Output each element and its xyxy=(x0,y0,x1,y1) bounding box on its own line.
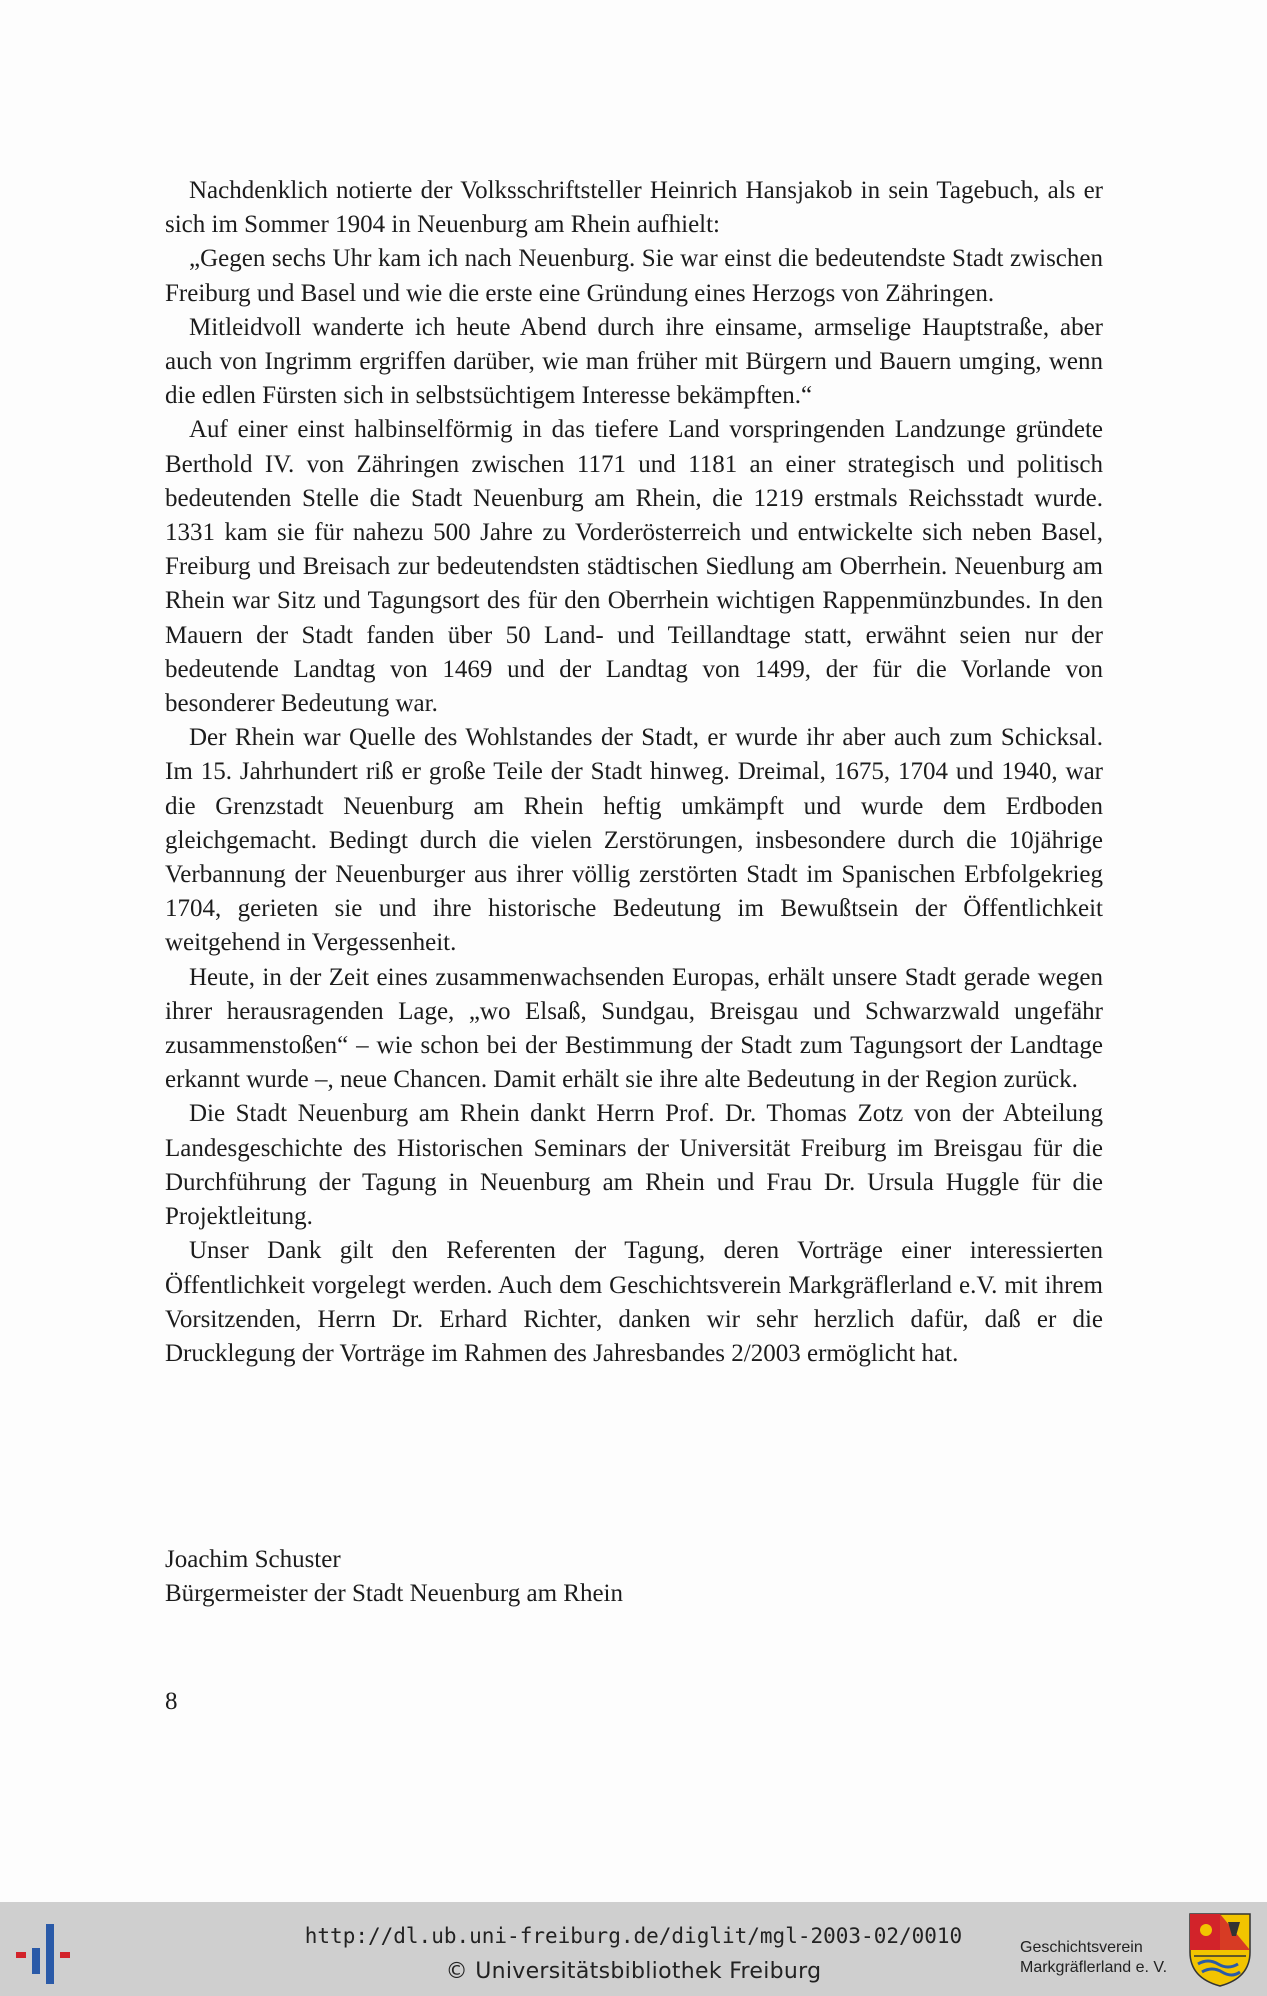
society-name-line1: Geschichtsverein xyxy=(1020,1939,1143,1956)
source-url-link[interactable]: http://dl.ub.uni-freiburg.de/diglit/mgl-2003-02/0010 xyxy=(304,1924,963,1948)
paragraph: Der Rhein war Quelle des Wohlstandes der Stadt, er wurde ihr aber auch zum Schicksal. Im 15. Jahrhundert riß er große Teile der Stadt hinweg. Dreimal, 1675, 1704 und 1940, war die Grenzstadt Neuenburg am Rhein heftig umkämpft und wurde dem Erdboden gleichgemacht. Bedingt durch die vielen Zerstörungen, insbesondere durch die 10jährige Verbannung der Neuenburger aus ihrer völlig zerstörten Stadt im Spanischen Erbfolgekrieg 1704, gerieten sie und ihre historische Bedeutung im Bewußtsein der Öffentlichkeit weitgehend in Vergessenheit. xyxy=(165,724,1103,957)
paragraph: Heute, in der Zeit eines zusammenwachsenden Europas, erhält unsere Stadt gerade wegen ihrer herausragenden Lage, „wo Elsaß, Sundgau, Breisgau und Schwarzwald ungefähr zusammenstoßen“ – wie schon bei der Bestimmung der Stadt zum Tagungsort der Landtage erkannt wurde –, neue Chancen. Damit erhält sie ihre alte Bedeutung in der Region zurück. xyxy=(165,963,1103,1094)
society-name xyxy=(1020,1938,1167,1978)
paragraph: „Gegen sechs Uhr kam ich nach Neuenburg. Sie war einst die bedeutendste Stadt zwischen Freiburg und Basel und wie die erste eine Gründung eines Herzogs von Zähringen. xyxy=(165,245,1103,307)
footer-bar xyxy=(0,1902,1267,1996)
heraldic-crest-icon[interactable] xyxy=(1188,1912,1252,1988)
paragraph: Auf einer einst halbinselförmig in das tiefere Land vorspringenden Landzunge gründete Berthold IV. von Zähringen zwischen 1171 und 1181 an einer strategisch und politisch bedeutenden Stelle die Stadt Neuenburg am Rhein, die 1219 erstmals Reichsstadt wurde. 1331 kam sie für nahezu 500 Jahre zu Vorderösterreich und entwickelte sich neben Basel, Freiburg und Breisach zur bedeutendsten städtischen Siedlung am Oberrhein. Neuenburg am Rhein war Sitz und Tagungsort des für den Oberrhein wichtigen Rappenmünzbundes. In den Mauern der Stadt fanden über 50 Land- und Teillandtage statt, erwähnt seien nur der bedeutende Landtag von 1469 und der Landtag von 1499, der für die Vorlande von besonderer Bedeutung war. xyxy=(165,416,1103,718)
signature-title: Bürgermeister der Stadt Neuenburg am Rhein xyxy=(165,1580,623,1607)
paragraph: Die Stadt Neuenburg am Rhein dankt Herrn Prof. Dr. Thomas Zotz von der Abteilung Landesgeschichte des Historischen Seminars der Universität Freiburg im Breisgau für die Durchführung der Tagung in Neuenburg am Rhein und Frau Dr. Ursula Huggle für die Projektleitung. xyxy=(165,1100,1103,1231)
paragraph: Nachdenklich notierte der Volksschriftsteller Heinrich Hansjakob in sein Tagebuch, als er sich im Sommer 1904 in Neuenburg am Rhein aufhielt: xyxy=(165,177,1103,239)
body-text xyxy=(165,174,1103,1371)
page-number: 8 xyxy=(165,1688,178,1715)
paragraph: Unser Dank gilt den Referenten der Tagung, deren Vorträge einer interessierten Öffentlichkeit vorgelegt werden. Auch dem Geschichtsverein Markgräflerland e.V. mit ihrem Vorsitzenden, Herrn Dr. Erhard Richter, danken wir sehr herzlich dafür, daß er die Drucklegung der Vorträge im Rahmen des Jahresbandes 2/2003 ermöglicht hat. xyxy=(165,1237,1103,1367)
copyright-text: © Universitätsbibliothek Freiburg xyxy=(445,1959,822,1984)
paragraph: Mitleidvoll wanderte ich heute Abend durch ihre einsame, armselige Hauptstraße, aber auch von Ingrimm ergriffen darüber, wie man früher mit Bürgern und Bauern umging, wenn die edlen Fürsten sich in selbstsüchtigem Interesse bekämpften.“ xyxy=(165,313,1103,410)
signature-block xyxy=(165,1543,1065,1611)
society-name-line2: Markgräflerland e. V. xyxy=(1020,1959,1168,1976)
signature-name: Joachim Schuster xyxy=(165,1546,341,1573)
